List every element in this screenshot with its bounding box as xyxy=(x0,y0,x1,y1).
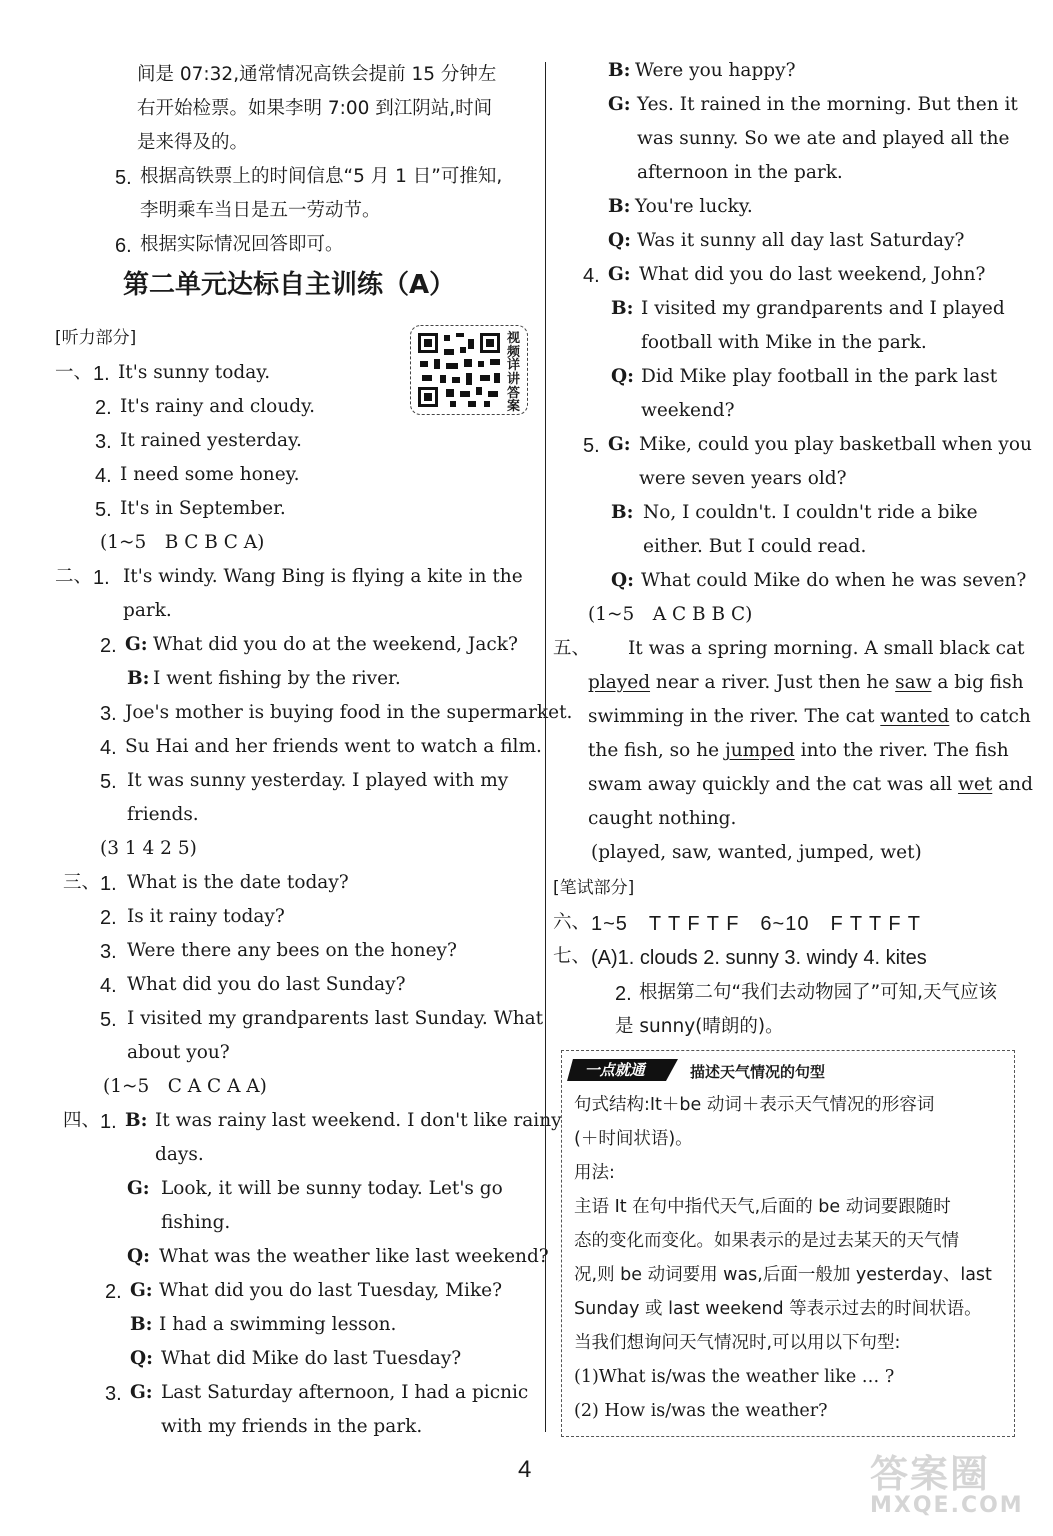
transcript-line: football with Mike in the park. xyxy=(641,332,927,353)
page-number: 4 xyxy=(518,1456,532,1483)
item5-line-1: 根据高铁票上的时间信息“5 月 1 日”可推知, xyxy=(140,166,503,187)
item-number: 5. xyxy=(100,1009,117,1031)
answer-key: (1~5 A C B B C) xyxy=(588,604,753,625)
section-label: 一、 xyxy=(55,362,93,383)
cont-line-2: 右开始检票。如果李明 7:00 到江阴站,时间 xyxy=(137,98,493,119)
speaker-label: G: xyxy=(125,634,148,655)
transcript-line: What did you do last Tuesday, Mike? xyxy=(159,1280,503,1301)
speaker-label: B: xyxy=(608,60,631,81)
transcript-line: friends. xyxy=(127,804,199,825)
item-number: 5. xyxy=(100,771,117,793)
item-number: 3. xyxy=(105,1383,122,1405)
answer-key: (A)1. clouds 2. sunny 3. windy 4. kites xyxy=(591,947,927,969)
transcript-line: Were there any bees on the honey? xyxy=(127,940,457,961)
transcript-line: Last Saturday afternoon, I had a picnic xyxy=(161,1382,529,1403)
tip-line: 当我们想询问天气情况时,可以用以下句型: xyxy=(574,1333,901,1353)
item-number: 6. xyxy=(115,235,132,257)
cont-line-1: 间是 07:32,通常情况高铁会提前 15 分钟左 xyxy=(137,64,497,85)
item-number: 2. xyxy=(105,1281,122,1303)
section-label: 四、 xyxy=(63,1110,101,1131)
tip-line: (1)What is/was the weather like … ? xyxy=(574,1367,895,1387)
column-divider xyxy=(545,62,546,1432)
section-label: 三、 xyxy=(63,872,101,893)
transcript-line: It's windy. Wang Bing is flying a kite in the xyxy=(123,566,523,587)
item-number: 2. xyxy=(100,635,117,657)
transcript-line: You're lucky. xyxy=(635,196,753,217)
section-label: 五、 xyxy=(553,638,591,659)
tip-badge-arrow xyxy=(656,1059,680,1081)
transcript-line: What was the weather like last weekend? xyxy=(159,1246,549,1267)
tip-line: 主语 It 在句中指代天气,后面的 be 动词要跟随时 xyxy=(574,1197,951,1217)
answer-key: 1~5 T T F T F 6~10 F T T F T xyxy=(591,913,921,935)
transcript-line: What did Mike do last Tuesday? xyxy=(161,1348,462,1369)
transcript-line: weekend? xyxy=(641,400,735,421)
tip-box xyxy=(561,1050,1015,1437)
explanation-line: 是 sunny(晴朗的)。 xyxy=(615,1016,784,1037)
speaker-label: B: xyxy=(611,298,634,319)
item-number: 4. xyxy=(100,737,117,759)
passage-line: played near a river. Just then he saw a big fish xyxy=(588,672,1024,693)
transcript-line: with my friends in the park. xyxy=(161,1416,423,1437)
passage-line: It was a spring morning. A small black cat xyxy=(628,638,1025,659)
speaker-label: G: xyxy=(130,1280,153,1301)
passage-line: caught nothing. xyxy=(588,808,737,829)
transcript-line: It was rainy last weekend. I don't like rainy xyxy=(155,1110,562,1131)
tip-line: 况,则 be 动词要用 was,后面一般加 yesterday、last xyxy=(574,1265,992,1285)
filled-blank: played xyxy=(588,672,651,693)
item-number: 5. xyxy=(583,435,600,457)
speaker-label: Q: xyxy=(130,1348,153,1369)
watermark-logo-text: 答案圈 xyxy=(870,1452,991,1496)
transcript-line: I went fishing by the river. xyxy=(153,668,401,689)
speaker-label: Q: xyxy=(611,366,634,387)
tip-badge: 一点就通 xyxy=(567,1059,665,1081)
answer-key: (played, saw, wanted, jumped, wet) xyxy=(591,842,922,863)
transcript-line: Look, it will be sunny today. Let's go xyxy=(161,1178,503,1199)
transcript-line: What could Mike do when he was seven? xyxy=(641,570,1027,591)
transcript-line: either. But I could read. xyxy=(643,536,867,557)
item-number: 4. xyxy=(583,265,600,287)
transcript-line: Was it sunny all day last Saturday? xyxy=(637,230,965,251)
cont-line-3: 是来得及的。 xyxy=(137,132,249,153)
transcript-line: Did Mike play football in the park last xyxy=(641,366,998,387)
speaker-label: B: xyxy=(127,668,150,689)
transcript-line: fishing. xyxy=(161,1212,231,1233)
transcript-line: about you? xyxy=(127,1042,230,1063)
transcript-line: What did you do last weekend, John? xyxy=(639,264,986,285)
tip-line: (＋时间状语)。 xyxy=(574,1129,693,1149)
answer-key: (1~5 C A C A A) xyxy=(103,1076,267,1097)
tip-title: 描述天气情况的句型 xyxy=(690,1063,826,1081)
section-label: 六、 xyxy=(553,912,591,933)
tip-line: (2) How is/was the weather? xyxy=(574,1401,828,1421)
transcript-line: No, I couldn't. I couldn't ride a bike xyxy=(643,502,978,523)
transcript-line: What is the date today? xyxy=(127,872,349,893)
speaker-label: G: xyxy=(608,434,631,455)
item-number: 4. xyxy=(95,465,112,487)
tip-line: 态的变化而变化。如果表示的是过去某天的天气情 xyxy=(574,1231,959,1251)
qr-caption: 视频详讲答案 xyxy=(507,331,521,415)
speaker-label: B: xyxy=(611,502,634,523)
transcript-line: What did you do at the weekend, Jack? xyxy=(153,634,518,655)
transcript-line: Is it rainy today? xyxy=(127,906,285,927)
transcript-line: I visited my grandparents last Sunday. What xyxy=(127,1008,544,1029)
passage-line: the fish, so he jumped into the river. The fish xyxy=(588,740,1009,761)
transcript-line: It's sunny today. xyxy=(118,362,271,383)
item-number: 2. xyxy=(95,397,112,419)
item-number: 3. xyxy=(100,941,117,963)
answer-key: (3 1 4 2 5) xyxy=(100,838,197,859)
speaker-label: Q: xyxy=(608,230,631,251)
section-label: 二、 xyxy=(55,566,93,587)
tip-line: Sunday 或 last weekend 等表示过去的时间状语。 xyxy=(574,1299,982,1319)
item-number: 1. xyxy=(93,363,110,385)
passage-line: swam away quickly and the cat was all wet and xyxy=(588,774,1033,795)
transcript-line: park. xyxy=(123,600,172,621)
item-number: 3. xyxy=(100,703,117,725)
listening-section-label: [听力部分] xyxy=(55,328,137,348)
speaker-label: G: xyxy=(130,1382,153,1403)
transcript-line: It rained yesterday. xyxy=(120,430,302,451)
transcript-line: were seven years old? xyxy=(639,468,847,489)
transcript-line: was sunny. So we ate and played all the xyxy=(637,128,1010,149)
watermark-url: MXQE.COM xyxy=(870,1493,1024,1518)
speaker-label: G: xyxy=(608,94,631,115)
written-section-label: [笔试部分] xyxy=(553,878,635,898)
item-number: 3. xyxy=(95,431,112,453)
item6-text: 根据实际情况回答即可。 xyxy=(140,234,344,255)
transcript-line: It's rainy and cloudy. xyxy=(120,396,315,417)
item-number: 5. xyxy=(95,499,112,521)
transcript-line: Mike, could you play basketball when you xyxy=(639,434,1032,455)
speaker-label: B: xyxy=(125,1110,148,1131)
speaker-label: B: xyxy=(130,1314,153,1335)
item5-line-2: 李明乘车当日是五一劳动节。 xyxy=(140,200,381,221)
tip-line: 用法: xyxy=(574,1163,615,1183)
item-number: 1. xyxy=(100,1111,117,1133)
item-number: 1. xyxy=(100,873,117,895)
watermark xyxy=(870,1452,1040,1530)
unit-title: 第二单元达标自主训练（A） xyxy=(123,270,456,300)
item-number: 4. xyxy=(100,975,117,997)
transcript-line: Su Hai and her friends went to watch a film. xyxy=(125,736,542,757)
transcript-line: Were you happy? xyxy=(635,60,796,81)
filled-blank: saw xyxy=(895,672,932,693)
transcript-line: Joe's mother is buying food in the supermarket. xyxy=(125,702,573,723)
speaker-label: Q: xyxy=(127,1246,150,1267)
item-number: 1. xyxy=(93,567,110,589)
transcript-line: I visited my grandparents and I played xyxy=(641,298,1005,319)
tip-line: 句式结构:It＋be 动词＋表示天气情况的形容词 xyxy=(574,1095,935,1115)
transcript-line: afternoon in the park. xyxy=(637,162,843,183)
speaker-label: G: xyxy=(127,1178,150,1199)
speaker-label: G: xyxy=(608,264,631,285)
item-number: 2. xyxy=(100,907,117,929)
transcript-line: It's in September. xyxy=(120,498,286,519)
section-label: 七、 xyxy=(553,946,591,967)
filled-blank: wanted xyxy=(880,706,950,727)
transcript-line: Yes. It rained in the morning. But then it xyxy=(637,94,1018,115)
item-number: 2. xyxy=(615,983,632,1005)
speaker-label: B: xyxy=(608,196,631,217)
filled-blank: jumped xyxy=(724,740,795,761)
passage-line: swimming in the river. The cat wanted to catch xyxy=(588,706,1031,727)
speaker-label: Q: xyxy=(611,570,634,591)
transcript-line: What did you do last Sunday? xyxy=(127,974,406,995)
answer-key: (1~5 B C B C A) xyxy=(100,532,265,553)
explanation-line: 根据第二句“我们去动物园了”可知,天气应该 xyxy=(639,982,998,1003)
item-number: 5. xyxy=(115,167,132,189)
transcript-line: It was sunny yesterday. I played with my xyxy=(127,770,509,791)
filled-blank: wet xyxy=(958,774,993,795)
transcript-line: days. xyxy=(155,1144,204,1165)
transcript-line: I need some honey. xyxy=(120,464,300,485)
transcript-line: I had a swimming lesson. xyxy=(159,1314,397,1335)
